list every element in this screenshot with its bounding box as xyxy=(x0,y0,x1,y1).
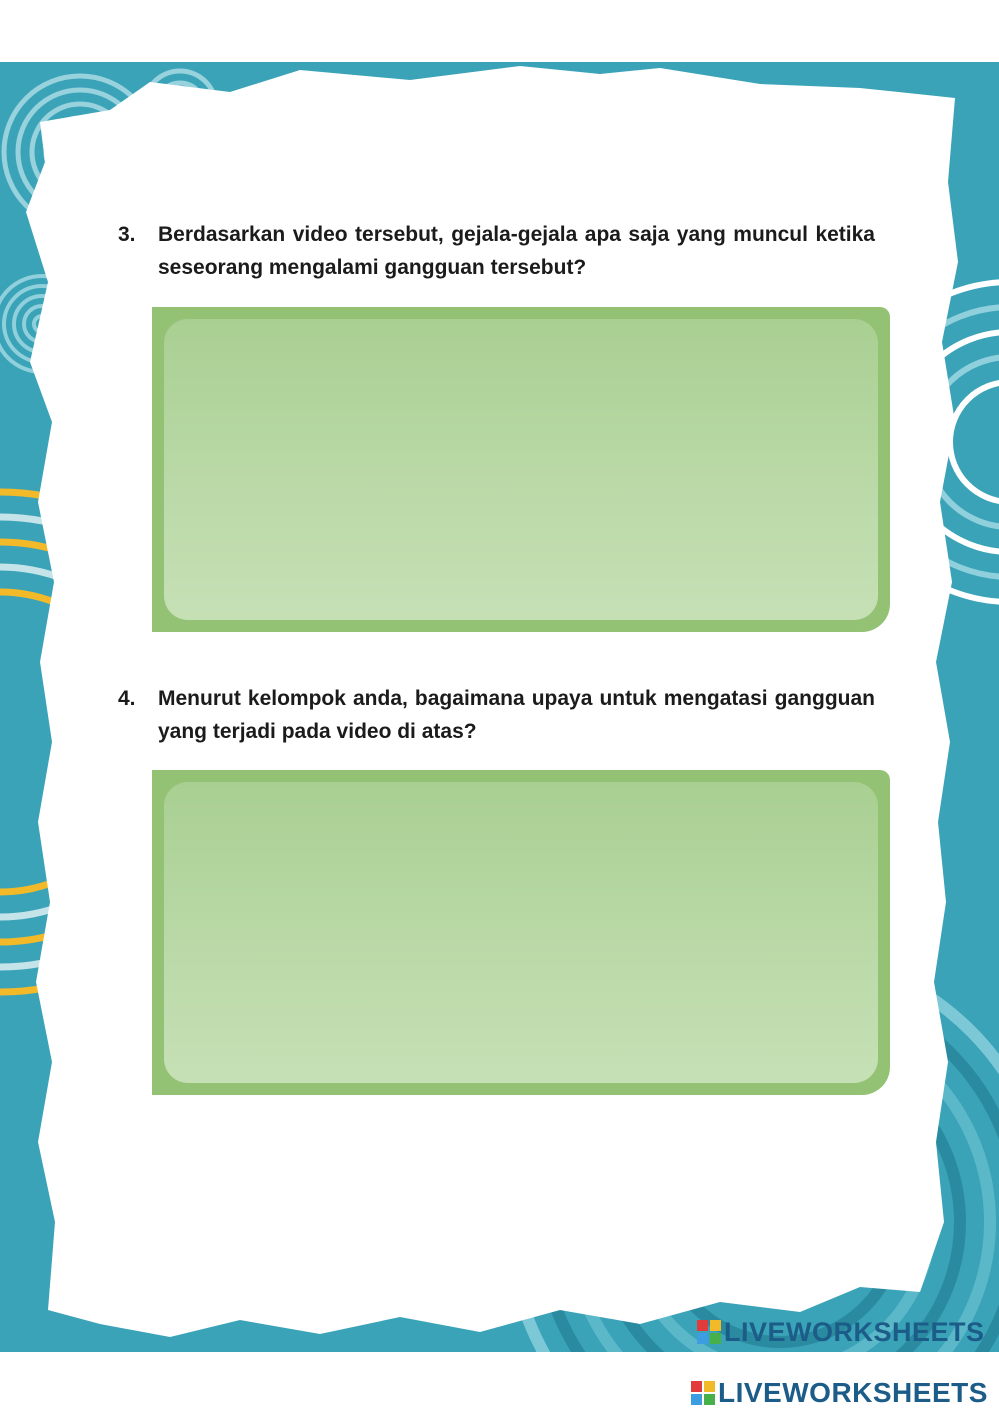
answer-box-3-inner[interactable] xyxy=(164,319,878,620)
question-4 xyxy=(118,682,875,748)
watermark-text: LIVEWORKSHEETS xyxy=(718,1377,988,1408)
watermark-text: LIVEWORKSHEETS xyxy=(724,1316,985,1347)
liveworksheets-watermark-outer xyxy=(691,1375,988,1411)
question-3 xyxy=(118,218,875,284)
liveworksheets-logo-icon xyxy=(697,1320,721,1344)
question-3-text: Berdasarkan video tersebut, gejala-gejala apa saja yang muncul ketika seseorang mengalami gangguan tersebut? xyxy=(158,223,875,279)
answer-box-3[interactable] xyxy=(152,307,890,632)
question-4-text: Menurut kelompok anda, bagaimana upaya untuk mengatasi gangguan yang terjadi pada video di atas? xyxy=(158,687,875,743)
worksheet-sheet xyxy=(0,62,999,1352)
answer-box-4-inner[interactable] xyxy=(164,782,878,1083)
answer-box-4[interactable] xyxy=(152,770,890,1095)
liveworksheets-logo-icon xyxy=(691,1381,715,1405)
question-3-number: 3. xyxy=(118,223,136,246)
liveworksheets-watermark-inner xyxy=(697,1315,985,1349)
question-4-number: 4. xyxy=(118,687,136,710)
